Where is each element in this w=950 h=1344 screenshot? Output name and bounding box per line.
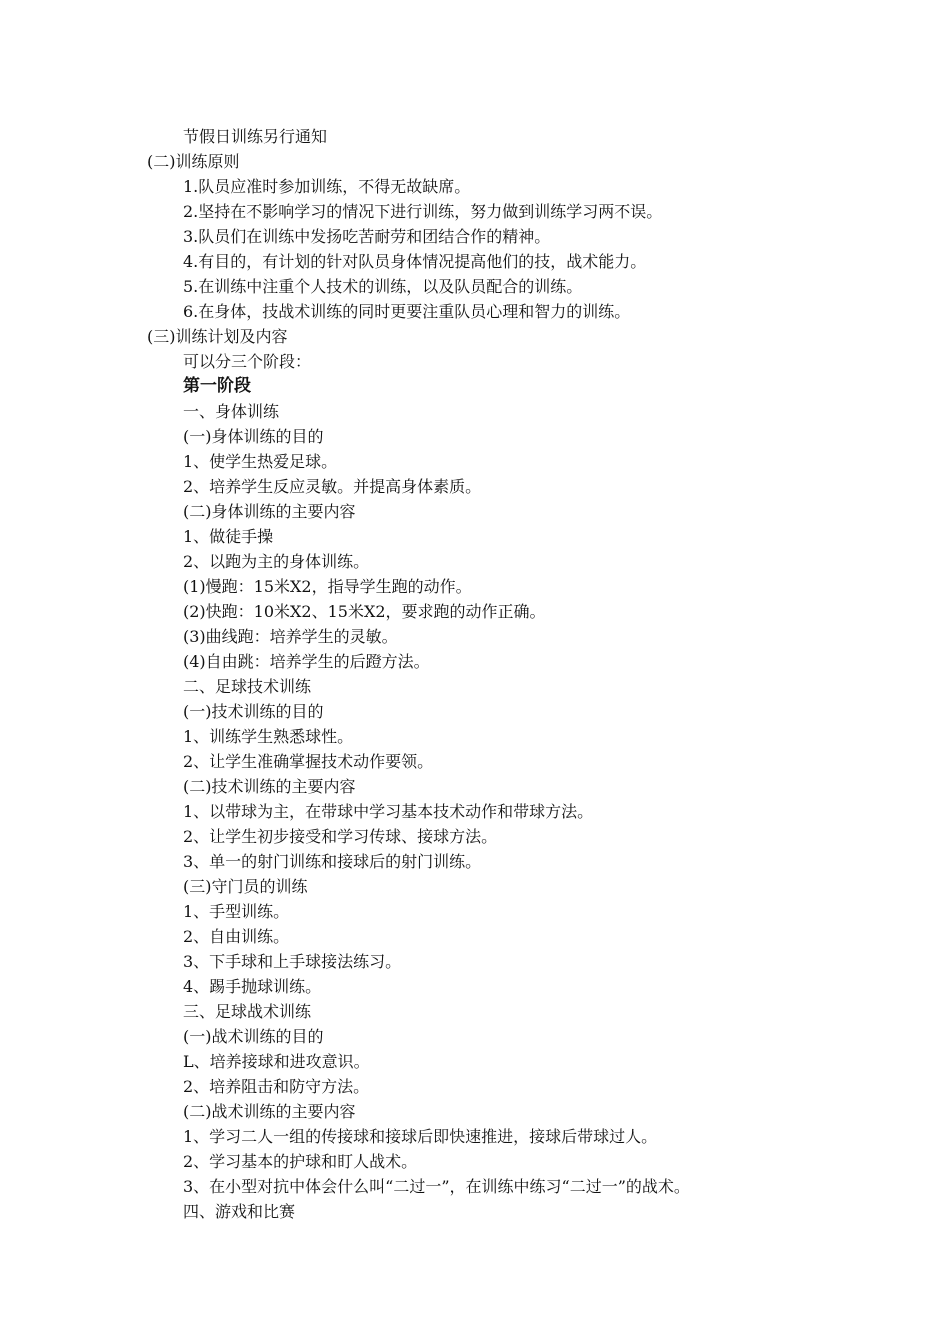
text-line: (二)战术训练的主要内容 [183, 1102, 356, 1121]
document-body [0, 124, 950, 1224]
text-line: 1、训练学生熟悉球性。 [183, 727, 354, 746]
text-line: (一)战术训练的目的 [183, 1027, 324, 1046]
text-line: 1.队员应准时参加训练，不得无故缺席。 [183, 177, 471, 196]
text-line: 4、踢手抛球训练。 [183, 977, 322, 996]
text-line: (1)慢跑：15米X2，指导学生跑的动作。 [183, 577, 472, 596]
text-line: 节假日训练另行通知 [183, 127, 328, 146]
text-line: 2、学习基本的护球和盯人战术。 [183, 1152, 418, 1171]
text-line: 一、身体训练 [183, 402, 280, 421]
text-line: 1、手型训练。 [183, 902, 290, 921]
text-line: 三、足球战术训练 [183, 1002, 312, 1021]
section-heading: 第一阶段 [183, 376, 251, 396]
text-line: (二)身体训练的主要内容 [183, 502, 356, 521]
text-line: 2、培养学生反应灵敏。并提高身体素质。 [183, 477, 482, 496]
text-line: 3、单一的射门训练和接球后的射门训练。 [183, 852, 482, 871]
text-line: 4.有目的，有计划的针对队员身体情况提高他们的技，战术能力。 [183, 252, 647, 271]
text-line: 二、足球技术训练 [183, 677, 312, 696]
text-line: 2、以跑为主的身体训练。 [183, 552, 370, 571]
text-line: (三)守门员的训练 [183, 877, 308, 896]
text-line: 1、使学生热爱足球。 [183, 452, 338, 471]
text-line: (3)曲线跑：培养学生的灵敏。 [183, 627, 398, 646]
text-line: 2.坚持在不影响学习的情况下进行训练，努力做到训练学习两不误。 [183, 202, 663, 221]
text-line: (二)技术训练的主要内容 [183, 777, 356, 796]
text-line: (一)技术训练的目的 [183, 702, 324, 721]
text-line: 2、让学生初步接受和学习传球、接球方法。 [183, 827, 498, 846]
text-line: (2)快跑：10米X2、15米X2，要求跑的动作正确。 [183, 602, 546, 621]
text-line: 2、培养阻击和防守方法。 [183, 1077, 370, 1096]
text-line: 2、让学生准确掌握技术动作要领。 [183, 752, 434, 771]
text-line: 2、自由训练。 [183, 927, 290, 946]
text-line: (一)身体训练的目的 [183, 427, 324, 446]
text-line: 可以分三个阶段： [183, 352, 312, 371]
text-line: 3、下手球和上手球接法练习。 [183, 952, 402, 971]
text-line: 1、以带球为主，在带球中学习基本技术动作和带球方法。 [183, 802, 594, 821]
text-line: 3、在小型对抗中体会什么叫“二过一”，在训练中练习“二过一”的战术。 [183, 1177, 690, 1196]
text-line: 5.在训练中注重个人技术的训练，以及队员配合的训练。 [183, 277, 583, 296]
text-line: 1、做徒手操 [183, 527, 274, 546]
text-line: 四、游戏和比赛 [183, 1202, 296, 1221]
section-title: (二)训练原则 [147, 152, 240, 171]
text-line: 1、学习二人一组的传接球和接球后即快速推进，接球后带球过人。 [183, 1127, 658, 1146]
text-line: 3.队员们在训练中发扬吃苦耐劳和团结合作的精神。 [183, 227, 551, 246]
text-line: 6.在身体，技战术训练的同时更要注重队员心理和智力的训练。 [183, 302, 631, 321]
text-line: L、培养接球和进攻意识。 [183, 1052, 370, 1071]
section-title: (三)训练计划及内容 [147, 327, 288, 346]
text-line: (4)自由跳：培养学生的后蹬方法。 [183, 652, 430, 671]
